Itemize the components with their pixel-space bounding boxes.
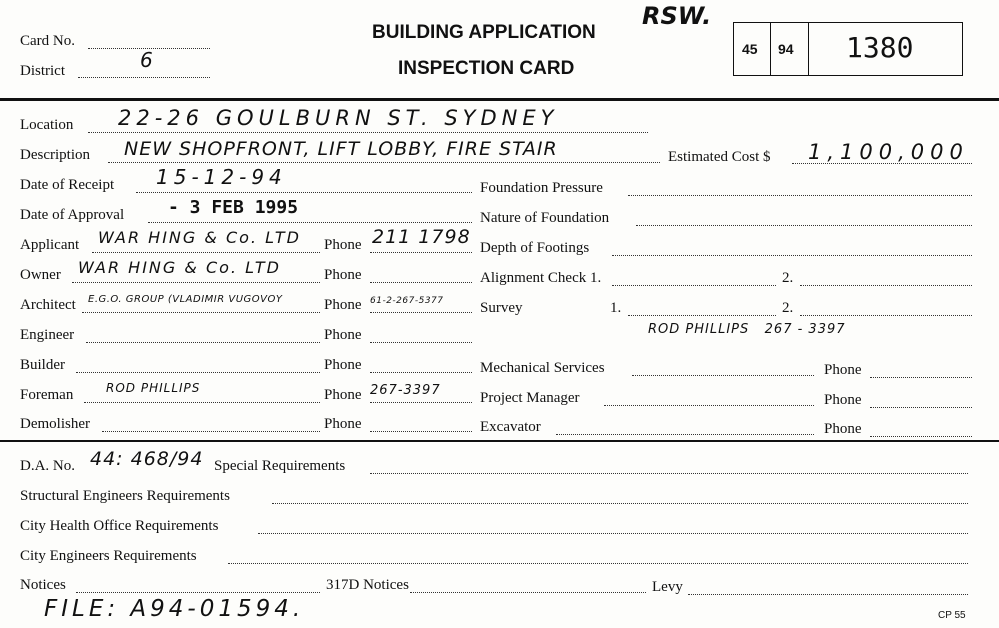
- alignment-check-field-2: [800, 285, 972, 286]
- structural-engineers-field: [272, 503, 968, 504]
- location-label: Location: [20, 117, 74, 133]
- box-code2: 94: [778, 41, 794, 57]
- project-manager-label: Project Manager: [480, 390, 580, 406]
- estimated-cost-label: Estimated Cost $: [668, 149, 771, 165]
- mechanical-services-label: Mechanical Services: [480, 360, 605, 376]
- excavator-phone-label: Phone: [824, 421, 862, 437]
- nature-foundation-label: Nature of Foundation: [480, 210, 610, 226]
- mechanical-phone-field: [870, 377, 972, 378]
- foundation-pressure-field: [628, 195, 972, 196]
- notices-field: [76, 592, 320, 593]
- excavator-phone-field: [870, 436, 972, 437]
- district-field: [78, 77, 210, 78]
- alignment-check-label: Alignment Check 1.: [480, 270, 602, 286]
- description-field: [108, 162, 660, 163]
- location-field: [88, 132, 648, 133]
- card-number-box: [733, 22, 963, 76]
- estimated-cost-value: 1,100,000: [808, 140, 969, 164]
- engineer-field: [86, 342, 320, 343]
- notices-317d-label: 317D Notices: [326, 577, 409, 593]
- location-value: 22-26 GOULBURN ST. SYDNEY: [118, 106, 559, 130]
- builder-phone-field: [370, 372, 472, 373]
- survey-field-1: [628, 315, 776, 316]
- project-manager-phone-field: [870, 407, 972, 408]
- builder-phone-label: Phone: [324, 357, 362, 373]
- description-value: NEW SHOPFRONT, LIFT LOBBY, FIRE STAIR: [124, 138, 558, 160]
- engineer-phone-label: Phone: [324, 327, 362, 343]
- applicant-label: Applicant: [20, 237, 80, 253]
- survey-num1: 1.: [610, 300, 622, 316]
- date-approval-field: [148, 222, 472, 223]
- survey-label: Survey: [480, 300, 523, 316]
- da-no-label: D.A. No.: [20, 458, 75, 474]
- district-value: 6: [140, 48, 155, 72]
- architect-phone-label: Phone: [324, 297, 362, 313]
- alignment-check-field-1: [612, 285, 776, 286]
- foreman-value: ROD PHILLIPS: [106, 381, 201, 395]
- owner-phone-field: [370, 282, 472, 283]
- engineer-phone-field: [370, 342, 472, 343]
- owner-label: Owner: [20, 267, 61, 283]
- levy-label: Levy: [652, 579, 683, 595]
- card-no-label: Card No.: [20, 33, 75, 49]
- architect-value: E.G.O. GROUP (VLADIMIR VUGOVOY: [88, 294, 283, 305]
- survey-field-2: [800, 315, 972, 316]
- rsw-annotation: RSW.: [642, 2, 712, 30]
- notices-label: Notices: [20, 577, 66, 593]
- architect-label: Architect: [20, 297, 76, 313]
- date-approval-label: Date of Approval: [20, 207, 125, 223]
- demolisher-field: [102, 431, 320, 432]
- description-label: Description: [20, 147, 90, 163]
- demolisher-label: Demolisher: [20, 416, 90, 432]
- demolisher-phone-field: [370, 431, 472, 432]
- date-receipt-field: [136, 192, 472, 193]
- architect-phone-value: 61-2-267-5377: [370, 296, 444, 306]
- file-note: FILE: A94-01594.: [44, 596, 305, 622]
- da-no-value: 44: 468/94: [90, 448, 204, 470]
- alignment-check-num2: 2.: [782, 270, 794, 286]
- special-requirements-field: [370, 473, 968, 474]
- applicant-phone-label: Phone: [324, 237, 362, 253]
- header-divider: [0, 98, 999, 101]
- foreman-phone-value: 267-3397: [370, 383, 441, 398]
- card-title-line2: INSPECTION CARD: [398, 58, 575, 79]
- applicant-phone-value: 211 1798: [372, 226, 471, 248]
- box-divider: [808, 23, 809, 75]
- levy-field: [688, 594, 968, 595]
- owner-field: [72, 282, 320, 283]
- special-requirements-label: Special Requirements: [214, 458, 346, 474]
- builder-label: Builder: [20, 357, 65, 373]
- city-engineers-field: [228, 563, 968, 564]
- section-divider: [0, 440, 999, 442]
- survey-note: ROD PHILLIPS 267 - 3397: [648, 322, 846, 337]
- mechanical-phone-label: Phone: [824, 362, 862, 378]
- city-health-label: City Health Office Requirements: [20, 518, 219, 534]
- nature-foundation-field: [636, 225, 972, 226]
- survey-num2: 2.: [782, 300, 794, 316]
- district-label: District: [20, 63, 65, 79]
- foundation-pressure-label: Foundation Pressure: [480, 180, 603, 196]
- card-title-line1: BUILDING APPLICATION: [372, 22, 596, 43]
- date-receipt-value: 15-12-94: [156, 165, 287, 189]
- engineer-label: Engineer: [20, 327, 75, 343]
- date-receipt-label: Date of Receipt: [20, 177, 115, 193]
- builder-field: [76, 372, 320, 373]
- city-engineers-label: City Engineers Requirements: [20, 548, 197, 564]
- foreman-phone-field: [370, 402, 472, 403]
- date-approval-stamp: - 3 FEB 1995: [168, 197, 299, 218]
- owner-phone-label: Phone: [324, 267, 362, 283]
- project-manager-field: [604, 405, 814, 406]
- foreman-field: [84, 402, 320, 403]
- demolisher-phone-label: Phone: [324, 416, 362, 432]
- architect-field: [82, 312, 320, 313]
- owner-value: WAR HING & Co. LTD: [78, 258, 281, 277]
- architect-phone-field: [370, 312, 472, 313]
- applicant-value: WAR HING & Co. LTD: [98, 228, 301, 247]
- notices-317d-field: [410, 592, 646, 593]
- box-code1: 45: [742, 41, 758, 57]
- depth-footings-label: Depth of Footings: [480, 240, 590, 256]
- box-number: 1380: [846, 31, 914, 64]
- form-code: CP 55: [938, 610, 966, 621]
- mechanical-services-field: [632, 375, 814, 376]
- foreman-label: Foreman: [20, 387, 74, 403]
- excavator-label: Excavator: [480, 419, 541, 435]
- depth-footings-field: [612, 255, 972, 256]
- box-divider: [770, 23, 771, 75]
- excavator-field: [556, 434, 814, 435]
- city-health-field: [258, 533, 968, 534]
- foreman-phone-label: Phone: [324, 387, 362, 403]
- applicant-phone-field: [370, 252, 472, 253]
- project-manager-phone-label: Phone: [824, 392, 862, 408]
- structural-engineers-label: Structural Engineers Requirements: [20, 488, 230, 504]
- applicant-field: [92, 252, 320, 253]
